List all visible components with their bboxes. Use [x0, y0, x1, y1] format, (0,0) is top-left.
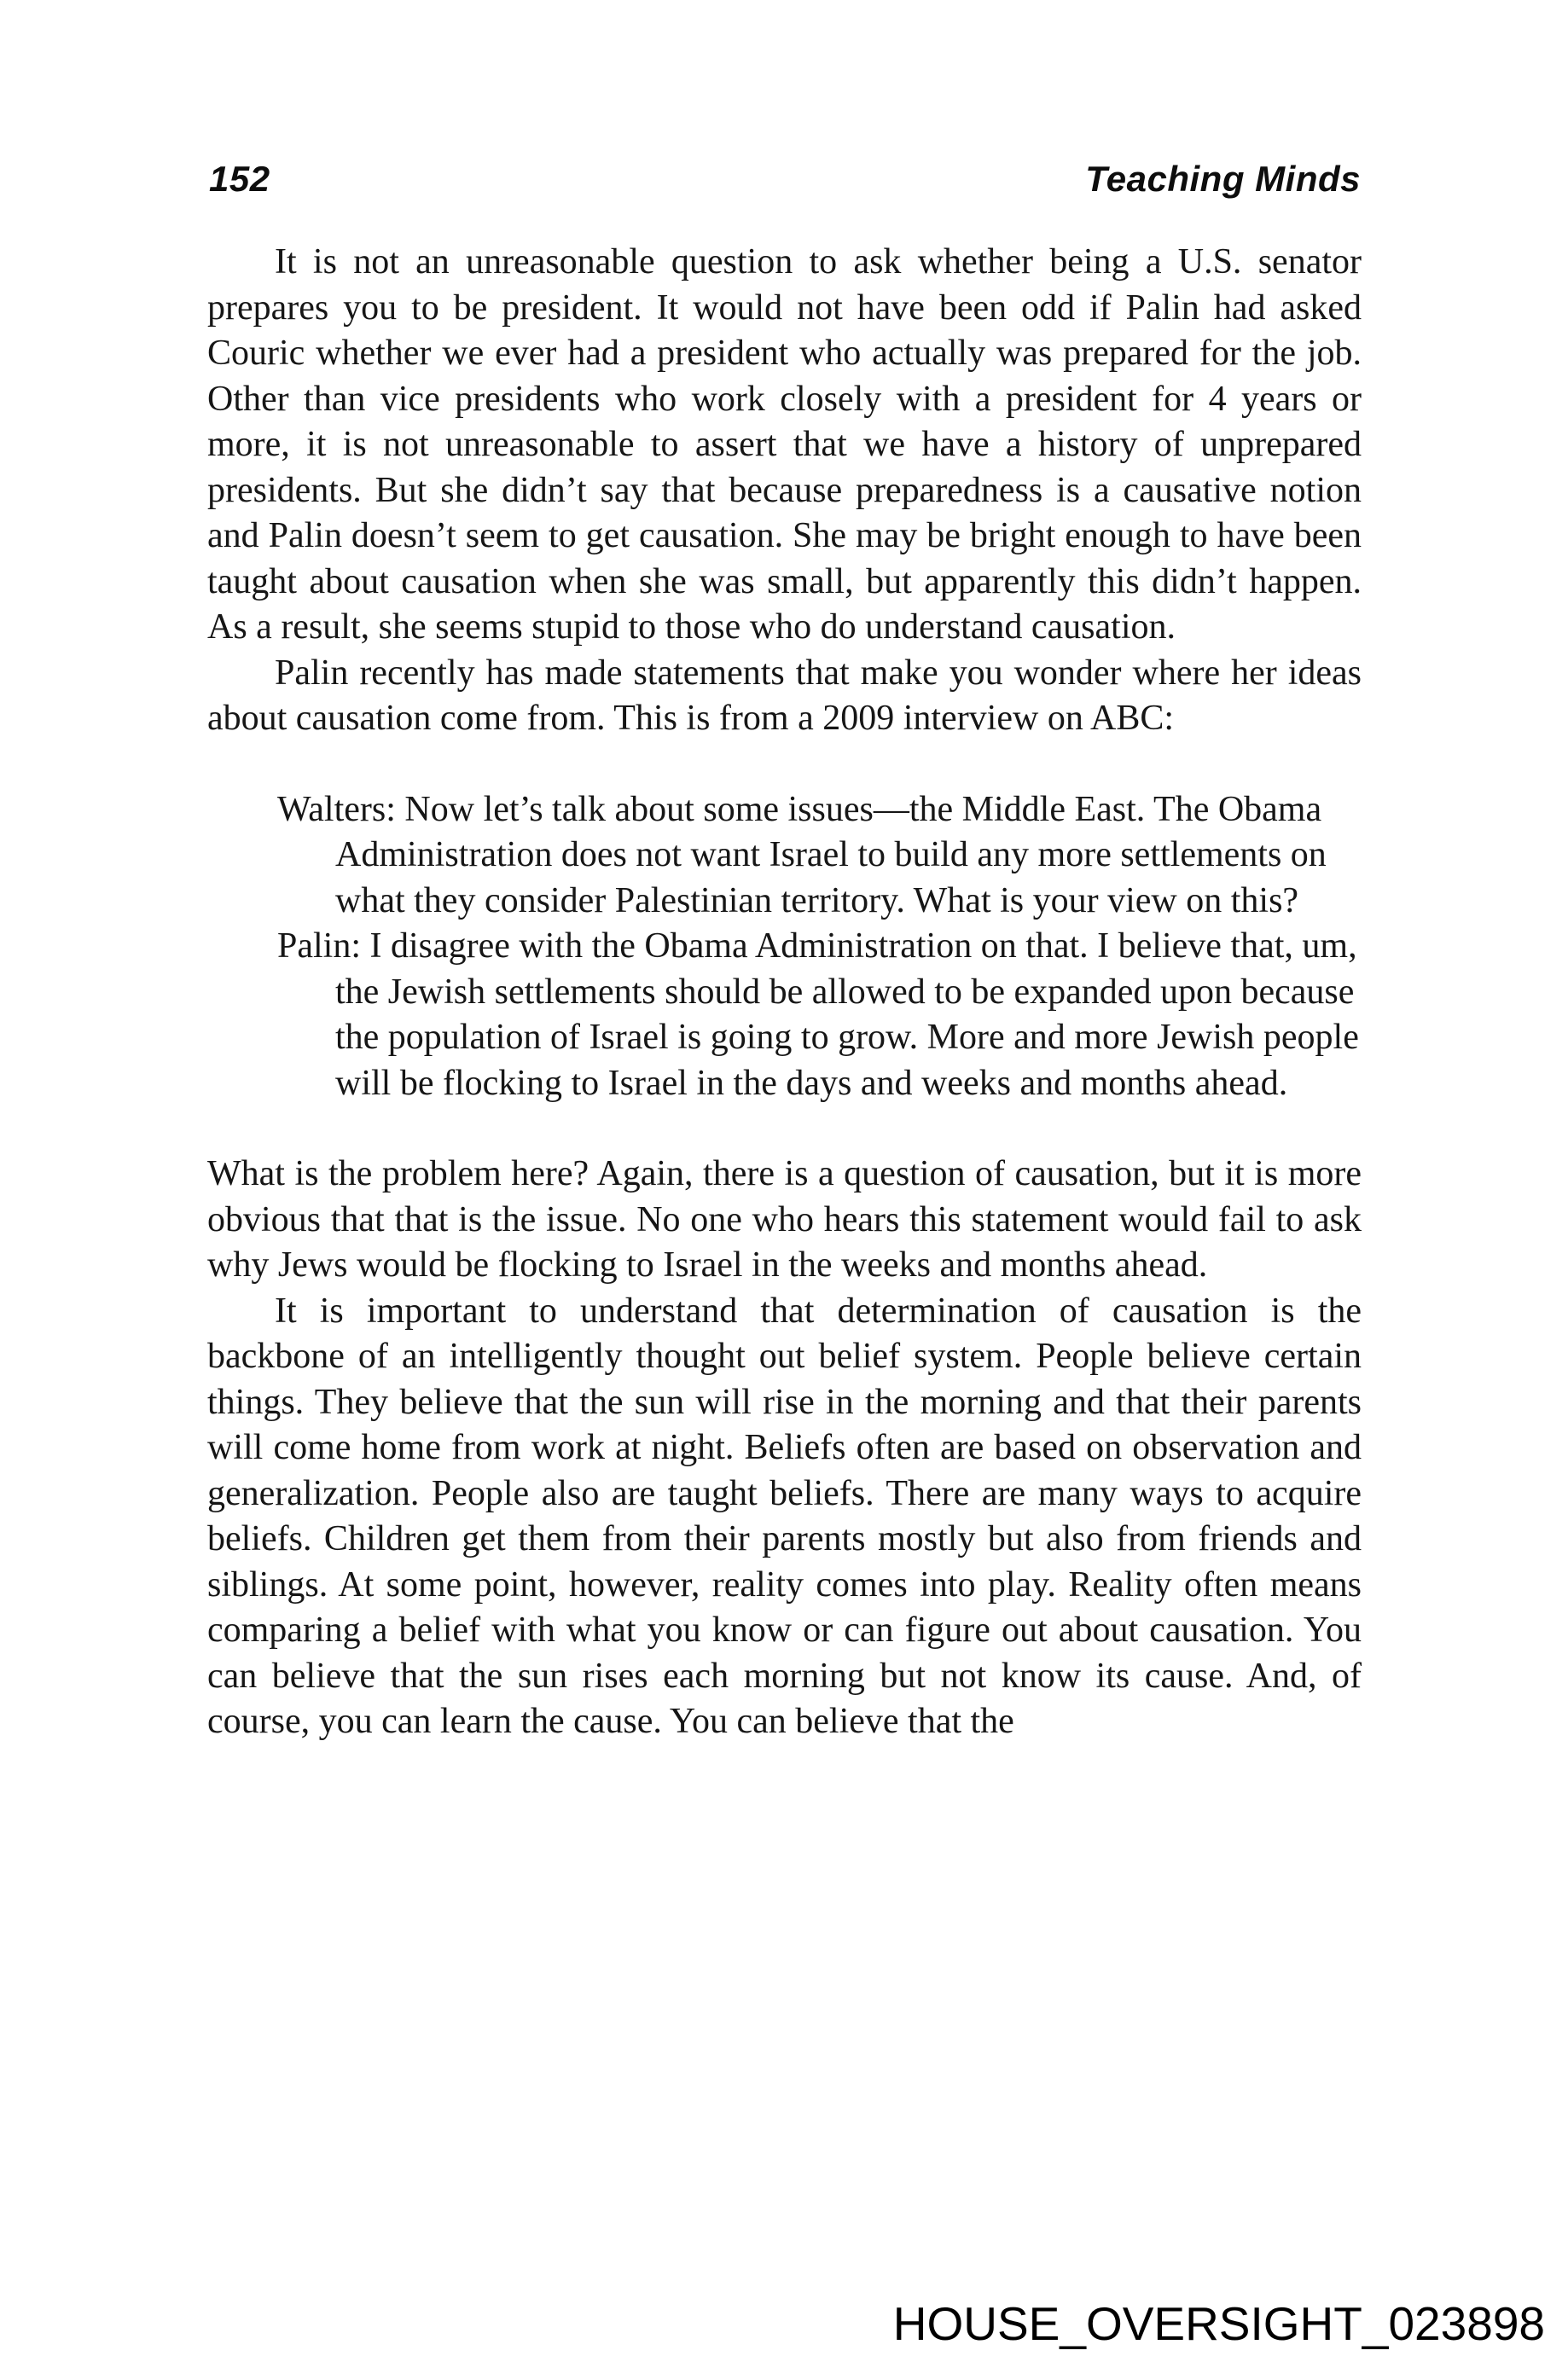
paragraph-1: It is not an unreasonable question to ask whether being a U.S. senator prepares you to be president. It would not have been odd if Palin had asked Couric whether we ever had a president who actually was prepared for the job. Other than vice presidents who work closely with a president for 4 years or more, it is not unreasonable to assert that we have a history of unprepared presidents. But she didn’t say that because preparedness is a causative notion and Palin doesn’t seem to get causation. She may be bright enough to have been taught about causation when she was small, but apparently this didn’t happen. As a result, she seems stupid to those who do understand causation. [207, 242, 1362, 647]
quote-text: I disagree with the Obama Administration on that. I believe that, um, the Jewish settlements should be allowed to be expanded upon because the population of Israel is going to grow. More and more Jewish people will be flocking to Israel in the days and weeks and months ahead. [335, 926, 1359, 1103]
quote-text: Now let’s talk about some issues—the Middle East. The Obama Administration does not want Israel to build any more settlements on what they consider Palestinian territory. What is your view on this? [335, 789, 1327, 920]
speaker-label: Palin: [277, 926, 362, 966]
paragraph-3: What is the problem here? Again, there is a question of causation, but it is more obvious that that is the issue. No one who hears this statement would fail to ask why Jews would be flocking to Israel in the weeks and months ahead. [207, 1154, 1362, 1285]
paragraph-2: Palin recently has made statements that make you wonder where her ideas about causation come from. This is from a 2009 interview on ABC: [207, 653, 1362, 738]
running-title: Teaching Minds [1085, 159, 1361, 199]
body-text [207, 240, 1362, 1745]
speaker-label: Walters: [277, 789, 396, 829]
page-number: 152 [209, 159, 270, 199]
page-header [209, 159, 1361, 200]
quote-entry-walters [207, 787, 1362, 925]
bates-stamp: HOUSE_OVERSIGHT_023898 [892, 2297, 1545, 2350]
quote-entry-palin [207, 924, 1362, 1106]
interview-quote [207, 787, 1362, 1107]
paragraph-4: It is important to understand that determination of causation is the backbone of an intelligently thought out belief system. People believe certain things. They believe that the sun will rise in the morning and that their parents will come home from work at night. Beliefs often are based on observation and generalization. People also are taught beliefs. There are many ways to acquire beliefs. Children get them from their parents mostly but also from friends and siblings. At some point, however, reality comes into play. Reality often means comparing a belief with what you know or can figure out about causation. You can believe that the sun rises each morning but not know its cause. And, of course, you can learn the cause. You can believe that the [207, 1291, 1362, 1741]
